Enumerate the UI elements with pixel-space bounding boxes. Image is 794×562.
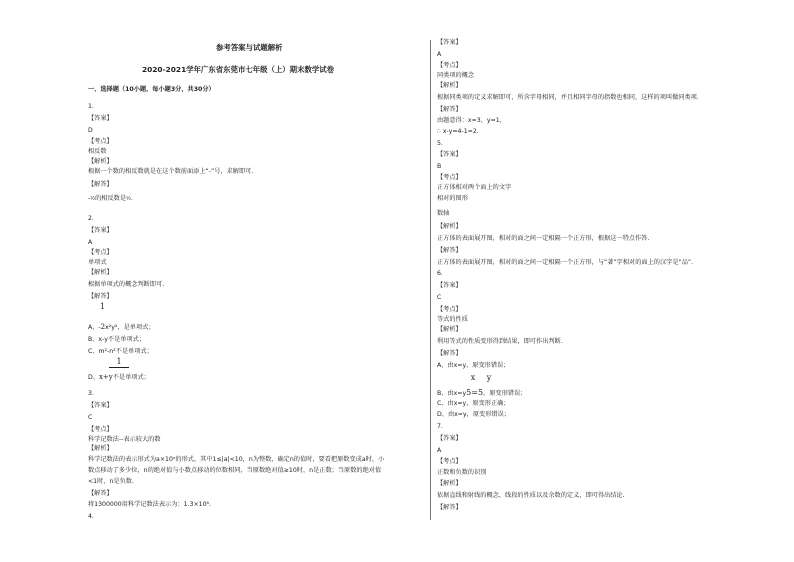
answer-value: D	[88, 127, 93, 134]
solution-text: -½的相反数是½.	[88, 195, 133, 202]
solution-option-d: D、x+y不是单项式；	[88, 373, 150, 381]
fraction-one-half: 1	[100, 302, 106, 311]
document-title: 参考答案与试题解析	[216, 43, 283, 52]
analysis-label: 【解析】	[437, 82, 462, 89]
solution-label: 【解答】	[88, 293, 113, 300]
question-number-5: 5.	[437, 140, 443, 147]
analysis-text: 根据一个数的相反数就是在这个数前面添上“-”号，求解即可.	[88, 168, 254, 175]
document-subtitle: 2020-2021学年广东省东莞市七年级（上）期末数学试卷	[142, 65, 335, 74]
analysis-label: 【解析】	[437, 326, 462, 333]
solution-option-b: B、x-y不是单项式；	[88, 336, 146, 343]
solution-label: 【解答】	[437, 504, 462, 511]
analysis-label: 【解析】	[88, 445, 113, 452]
analysis-text-line-1: 科学记数法的表示形式为a×10ⁿ的形式，其中1≤|a|<10，n为整数，确定n的值时，要看把原数变成a时，小	[88, 456, 385, 463]
section-heading: 一、选择题（10小题，每小题3分，共30分）	[88, 86, 215, 93]
answer-value: C	[437, 294, 442, 301]
answer-value: C	[88, 414, 93, 421]
knowledge-label: 【考点】	[88, 249, 113, 256]
answer-label: 【答案】	[437, 151, 462, 158]
knowledge-value: 相反数	[88, 148, 107, 155]
solution-option-a: A、由x=y，原变形错误；	[437, 362, 510, 369]
knowledge-value-2: 相对的图形	[437, 195, 468, 202]
answer-label: 【答案】	[88, 402, 113, 409]
answer-value: A	[437, 51, 442, 58]
solution-label: 【解答】	[88, 490, 113, 497]
analysis-text-line-3: <1时，n是负数.	[88, 478, 134, 485]
question-number-1: 1.	[88, 103, 94, 110]
fraction-y-over-5: y	[486, 373, 492, 382]
knowledge-value: 同类项的概念	[437, 72, 475, 79]
knowledge-value-1: 正方体相对两个面上的文字	[437, 184, 512, 191]
answer-value: A	[88, 239, 93, 246]
answer-value: A	[437, 447, 442, 454]
question-number-7: 7.	[437, 423, 443, 430]
solution-text: 将1300000用科学记数法表示为：1.3×10⁶.	[88, 501, 211, 508]
knowledge-label: 【考点】	[437, 174, 462, 181]
analysis-label: 【解析】	[88, 158, 113, 165]
solution-label: 【解答】	[437, 350, 462, 357]
solution-option-d: D、由x=y，原变形错误；	[437, 411, 510, 418]
solution-label: 【解答】	[437, 106, 462, 113]
answer-label: 【答案】	[88, 115, 113, 122]
answer-label: 【答案】	[88, 227, 113, 234]
solution-option-c: C、由x=y，原变形正确；	[437, 400, 510, 407]
solution-option-c: C、m²-n²不是单项式；	[88, 348, 153, 355]
column-divider	[430, 40, 431, 520]
knowledge-label: 【考点】	[437, 458, 462, 465]
answer-value: B	[437, 163, 442, 170]
question-number-4: 4.	[88, 513, 94, 520]
knowledge-label: 【考点】	[88, 138, 113, 145]
knowledge-value: 科学记数法--表示较大的数	[88, 436, 161, 443]
analysis-text: 正方体的表面展开图，相对的面之间一定相隔一个正方形，根据这一特点作答.	[437, 235, 650, 242]
answer-label: 【答案】	[437, 435, 462, 442]
solution-text: 正方体的表面展开图，相对的面之间一定相隔一个正方形，与“著”字相对的面上的汉字是“品”.	[437, 259, 694, 266]
analysis-text: 依据直线和射线的概念，线段的性质以及余数的定义，即可得出结论.	[437, 492, 625, 499]
analysis-text: 根据同类项的定义求解即可，所含字母相同，并且相同字母的指数也相同，这样的项叫做同类项.	[437, 94, 699, 101]
answer-label: 【答案】	[437, 39, 462, 46]
analysis-text-line-2: 数点移动了多少位，n的绝对值与小数点移动的位数相同，当原数绝对值≥10时，n是正数；当原数的绝对值	[88, 467, 382, 474]
solution-option-b: B、由x=y5=5，原变形错误；	[437, 388, 527, 397]
analysis-label: 【解析】	[437, 223, 462, 230]
knowledge-label: 【考点】	[437, 306, 462, 313]
analysis-text: 根据单项式的概念判断即可.	[88, 281, 165, 288]
analysis-label: 【解析】	[437, 480, 462, 487]
answer-label: 【答案】	[437, 282, 462, 289]
knowledge-value: 单项式	[88, 259, 107, 266]
knowledge-value-3: 数轴	[437, 210, 450, 217]
fraction-x-over-5: x	[470, 373, 476, 382]
fraction-one-over-x-plus-y: 1	[109, 358, 129, 369]
solution-label: 【解答】	[88, 181, 113, 188]
knowledge-label: 【考点】	[88, 426, 113, 433]
solution-text-line-2: ∴ x-y=4-1=2.	[437, 128, 479, 135]
solution-option-a: A、-2x²y²，是单项式；	[88, 323, 155, 331]
question-number-6: 6.	[437, 270, 443, 277]
solution-label: 【解答】	[437, 247, 462, 254]
question-number-3: 3.	[88, 390, 94, 397]
analysis-text: 利用等式的性质变形得到结果，即可作出判断.	[437, 338, 563, 345]
analysis-label: 【解析】	[88, 269, 113, 276]
question-number-2: 2.	[88, 215, 94, 222]
solution-text-line-1: 由题意得：x=3，y=1，	[437, 117, 506, 124]
knowledge-value: 正数和负数的识别	[437, 469, 487, 476]
knowledge-value: 等式的性质	[437, 316, 468, 323]
knowledge-label: 【考点】	[437, 62, 462, 69]
